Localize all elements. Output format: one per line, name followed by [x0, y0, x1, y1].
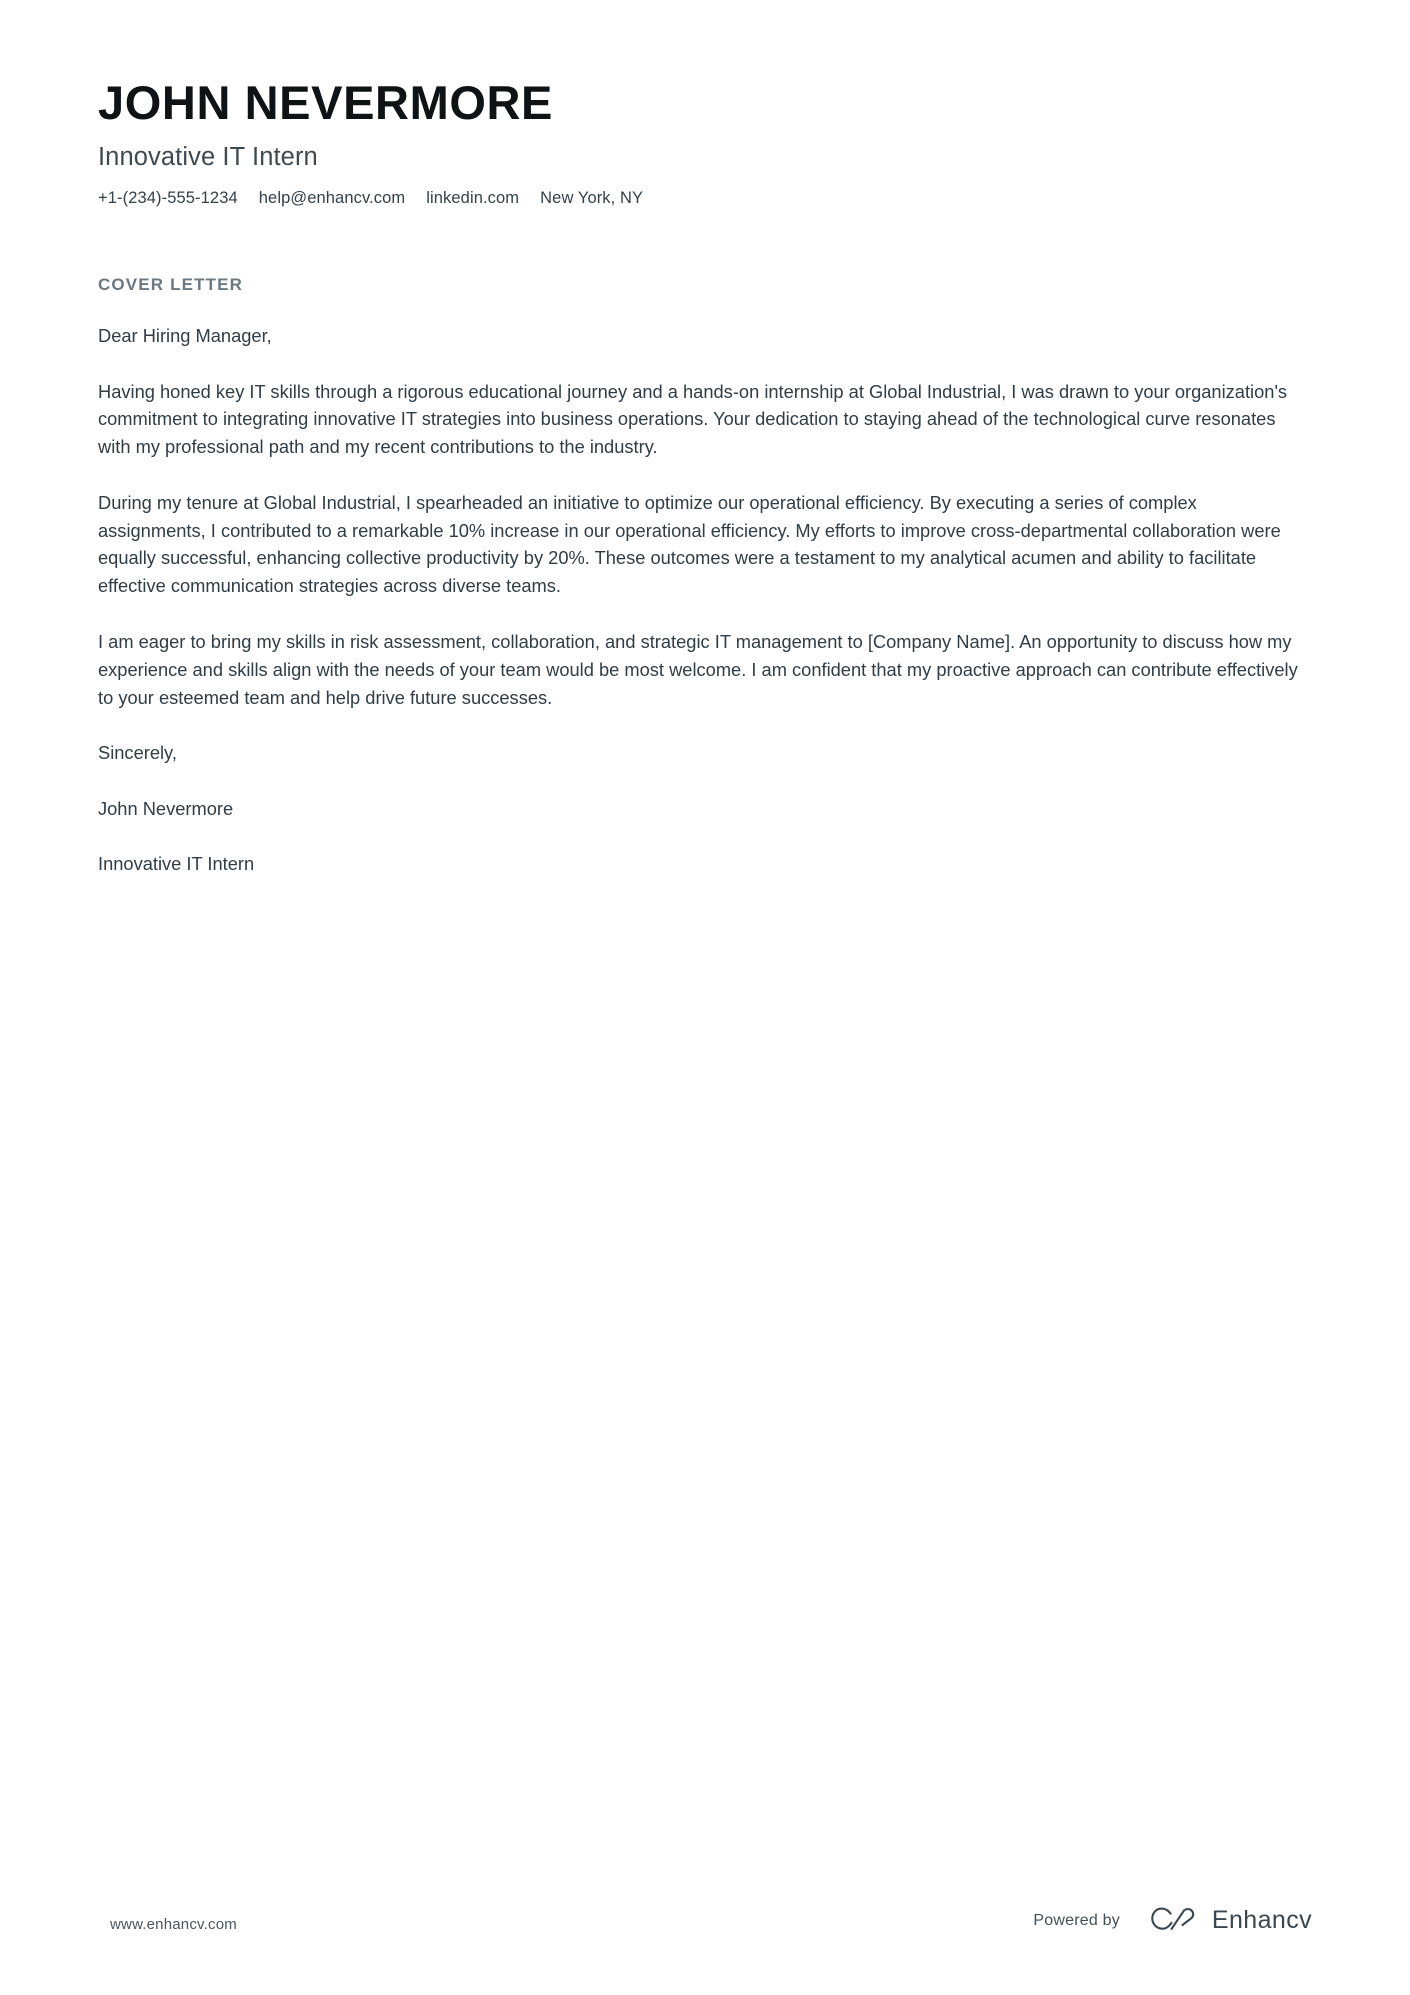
letter-paragraph-2: During my tenure at Global Industrial, I spearheaded an initiative to optimize our operational efficiency. By executing a series of complex assignments, I contributed to a remarkable 10% increase in our operational efficiency. My efforts to improve cross-departmental collaboration were equally successful, enhancing collective productivity by 20%. These outcomes were a testament to my analytical acumen and ability to facilitate effective communication strategies across diverse teams.	[98, 491, 1281, 597]
contact-location: New York, NY	[540, 188, 644, 207]
letter-signature-title: Innovative IT Intern	[98, 853, 255, 875]
letter-header	[98, 0, 1312, 209]
letter-signature-name: John Nevermore	[98, 797, 234, 819]
contact-info-row	[98, 188, 1312, 209]
letter-paragraph-1: Having honed key IT skills through a rigorous educational journey and a hands-on internship at Global Industrial, I was drawn to your organization's commitment to integrating innovative IT strategies into business operations. Your dedication to staying ahead of the technological curve resonates with my professional path and my recent contributions to the industry.	[98, 380, 1288, 458]
letter-salutation: Dear Hiring Manager,	[98, 325, 272, 347]
enhancv-brand-name: Enhancv	[1211, 1906, 1312, 1934]
letter-body	[98, 275, 1312, 878]
candidate-name: JOHN NEVERMORE	[98, 76, 553, 129]
powered-by-label: Powered by	[1033, 1911, 1120, 1929]
footer-branding	[1033, 1903, 1312, 1938]
page-footer	[0, 1877, 1410, 1995]
footer-website-link[interactable]: www.enhancv.com	[110, 1916, 237, 1933]
section-heading-cover-letter: COVER LETTER	[98, 275, 244, 295]
contact-phone: +1-(234)-555-1234	[98, 188, 238, 207]
enhancv-infinity-heart-icon	[1144, 1903, 1200, 1938]
letter-sign-off: Sincerely,	[98, 742, 177, 764]
candidate-job-title: Innovative IT Intern	[98, 142, 318, 171]
contact-linkedin[interactable]: linkedin.com	[426, 188, 520, 207]
contact-email[interactable]: help@enhancv.com	[258, 188, 406, 207]
letter-paragraph-3: I am eager to bring my skills in risk assessment, collaboration, and strategic IT management to [Company Name]. An opportunity to discuss how my experience and skills align with the needs of your team would be most welcome. I am confident that my proactive approach can contribute effectively to your esteemed team and help drive future successes.	[98, 631, 1298, 708]
document-content	[98, 0, 1312, 878]
